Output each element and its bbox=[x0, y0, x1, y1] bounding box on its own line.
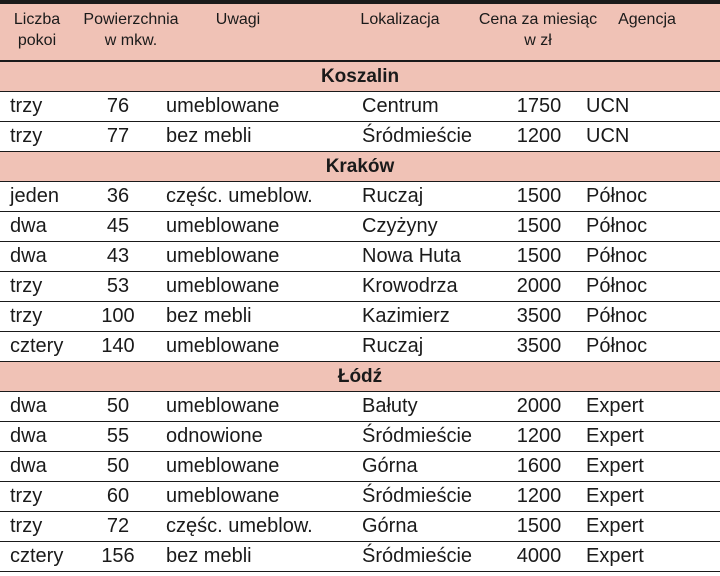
city-section-row bbox=[0, 62, 720, 92]
city-name: Kraków bbox=[0, 152, 720, 182]
cell-notes: bez mebli bbox=[158, 302, 352, 332]
cell-agency: Północ bbox=[580, 272, 720, 302]
cell-notes: częśc. umeblow. bbox=[158, 182, 352, 212]
cell-notes: odnowione bbox=[158, 422, 352, 452]
cell-notes: umeblowane bbox=[158, 242, 352, 272]
cell-location: Górna bbox=[352, 512, 498, 542]
cell-agency: Północ bbox=[580, 242, 720, 272]
cell-notes: umeblowane bbox=[158, 272, 352, 302]
cell-agency: UCN bbox=[580, 122, 720, 152]
cell-location: Ruczaj bbox=[352, 332, 498, 362]
table-row bbox=[0, 482, 720, 512]
cell-price: 1600 bbox=[498, 452, 580, 482]
cell-rooms: dwa bbox=[0, 452, 78, 482]
cell-location: Śródmieście bbox=[352, 122, 498, 152]
cell-agency: UCN bbox=[580, 92, 720, 122]
cell-agency: Północ bbox=[580, 212, 720, 242]
cell-location: Centrum bbox=[352, 92, 498, 122]
cell-price: 3500 bbox=[498, 332, 580, 362]
header-location: Lokalizacja bbox=[360, 11, 440, 28]
cell-agency: Expert bbox=[580, 452, 720, 482]
cell-location: Ruczaj bbox=[352, 182, 498, 212]
cell-rooms: dwa bbox=[0, 212, 78, 242]
table-row bbox=[0, 392, 720, 422]
table-row bbox=[0, 122, 720, 152]
city-name: Koszalin bbox=[0, 62, 720, 92]
cell-area: 140 bbox=[78, 332, 158, 362]
header-notes: Uwagi bbox=[215, 11, 261, 28]
cell-notes: umeblowane bbox=[158, 92, 352, 122]
table-row bbox=[0, 542, 720, 572]
cell-rooms: trzy bbox=[0, 482, 78, 512]
cell-rooms: trzy bbox=[0, 122, 78, 152]
cell-price: 1500 bbox=[498, 242, 580, 272]
cell-price: 1500 bbox=[498, 182, 580, 212]
cell-area: 156 bbox=[78, 542, 158, 572]
cell-agency: Północ bbox=[580, 302, 720, 332]
cell-price: 1500 bbox=[498, 212, 580, 242]
table-row bbox=[0, 332, 720, 362]
cell-area: 53 bbox=[78, 272, 158, 302]
cell-location: Kazimierz bbox=[352, 302, 498, 332]
cell-rooms: trzy bbox=[0, 272, 78, 302]
table-row bbox=[0, 422, 720, 452]
cell-notes: umeblowane bbox=[158, 332, 352, 362]
cell-rooms: cztery bbox=[0, 542, 78, 572]
rows-body bbox=[0, 62, 720, 572]
cell-area: 72 bbox=[78, 512, 158, 542]
cell-notes: bez mebli bbox=[158, 122, 352, 152]
cell-notes: umeblowane bbox=[158, 392, 352, 422]
cell-agency: Expert bbox=[580, 392, 720, 422]
cell-rooms: jeden bbox=[0, 182, 78, 212]
header-rooms: Liczba pokoi bbox=[13, 11, 61, 49]
city-section-row bbox=[0, 362, 720, 392]
cell-price: 1200 bbox=[498, 122, 580, 152]
cell-price: 2000 bbox=[498, 272, 580, 302]
header-agency: Agencja bbox=[618, 11, 676, 28]
cell-area: 100 bbox=[78, 302, 158, 332]
cell-location: Czyżyny bbox=[352, 212, 498, 242]
listings-body bbox=[0, 62, 720, 572]
city-name: Łódź bbox=[0, 362, 720, 392]
cell-location: Górna bbox=[352, 452, 498, 482]
table-row bbox=[0, 302, 720, 332]
cell-agency: Expert bbox=[580, 512, 720, 542]
cell-agency: Północ bbox=[580, 332, 720, 362]
cell-area: 77 bbox=[78, 122, 158, 152]
cell-price: 1200 bbox=[498, 422, 580, 452]
cell-notes: częśc. umeblow. bbox=[158, 512, 352, 542]
cell-price: 1500 bbox=[498, 512, 580, 542]
table-row bbox=[0, 452, 720, 482]
cell-notes: umeblowane bbox=[158, 212, 352, 242]
table-row bbox=[0, 242, 720, 272]
cell-area: 45 bbox=[78, 212, 158, 242]
cell-notes: umeblowane bbox=[158, 452, 352, 482]
cell-location: Krowodrza bbox=[352, 272, 498, 302]
cell-location: Bałuty bbox=[352, 392, 498, 422]
header-price: Cena za miesiąc w zł bbox=[478, 11, 598, 49]
cell-rooms: cztery bbox=[0, 332, 78, 362]
cell-rooms: dwa bbox=[0, 392, 78, 422]
cell-notes: bez mebli bbox=[158, 542, 352, 572]
header-area: Powierzchnia w mkw. bbox=[83, 11, 179, 49]
cell-agency: Expert bbox=[580, 422, 720, 452]
table-row bbox=[0, 182, 720, 212]
table-header bbox=[0, 4, 720, 62]
cell-location: Śródmieście bbox=[352, 482, 498, 512]
table-row bbox=[0, 92, 720, 122]
cell-price: 1750 bbox=[498, 92, 580, 122]
table-row bbox=[0, 272, 720, 302]
cell-area: 50 bbox=[78, 452, 158, 482]
cell-area: 60 bbox=[78, 482, 158, 512]
cell-rooms: dwa bbox=[0, 242, 78, 272]
cell-rooms: dwa bbox=[0, 422, 78, 452]
cell-location: Śródmieście bbox=[352, 542, 498, 572]
cell-agency: Expert bbox=[580, 542, 720, 572]
cell-area: 50 bbox=[78, 392, 158, 422]
cell-area: 76 bbox=[78, 92, 158, 122]
cell-location: Śródmieście bbox=[352, 422, 498, 452]
cell-price: 2000 bbox=[498, 392, 580, 422]
table-row bbox=[0, 512, 720, 542]
cell-area: 36 bbox=[78, 182, 158, 212]
cell-price: 1200 bbox=[498, 482, 580, 512]
cell-rooms: trzy bbox=[0, 512, 78, 542]
cell-location: Nowa Huta bbox=[352, 242, 498, 272]
city-section-row bbox=[0, 152, 720, 182]
cell-rooms: trzy bbox=[0, 302, 78, 332]
cell-area: 43 bbox=[78, 242, 158, 272]
cell-area: 55 bbox=[78, 422, 158, 452]
cell-agency: Expert bbox=[580, 482, 720, 512]
table-row bbox=[0, 212, 720, 242]
cell-notes: umeblowane bbox=[158, 482, 352, 512]
cell-rooms: trzy bbox=[0, 92, 78, 122]
cell-agency: Północ bbox=[580, 182, 720, 212]
cell-price: 4000 bbox=[498, 542, 580, 572]
cell-price: 3500 bbox=[498, 302, 580, 332]
